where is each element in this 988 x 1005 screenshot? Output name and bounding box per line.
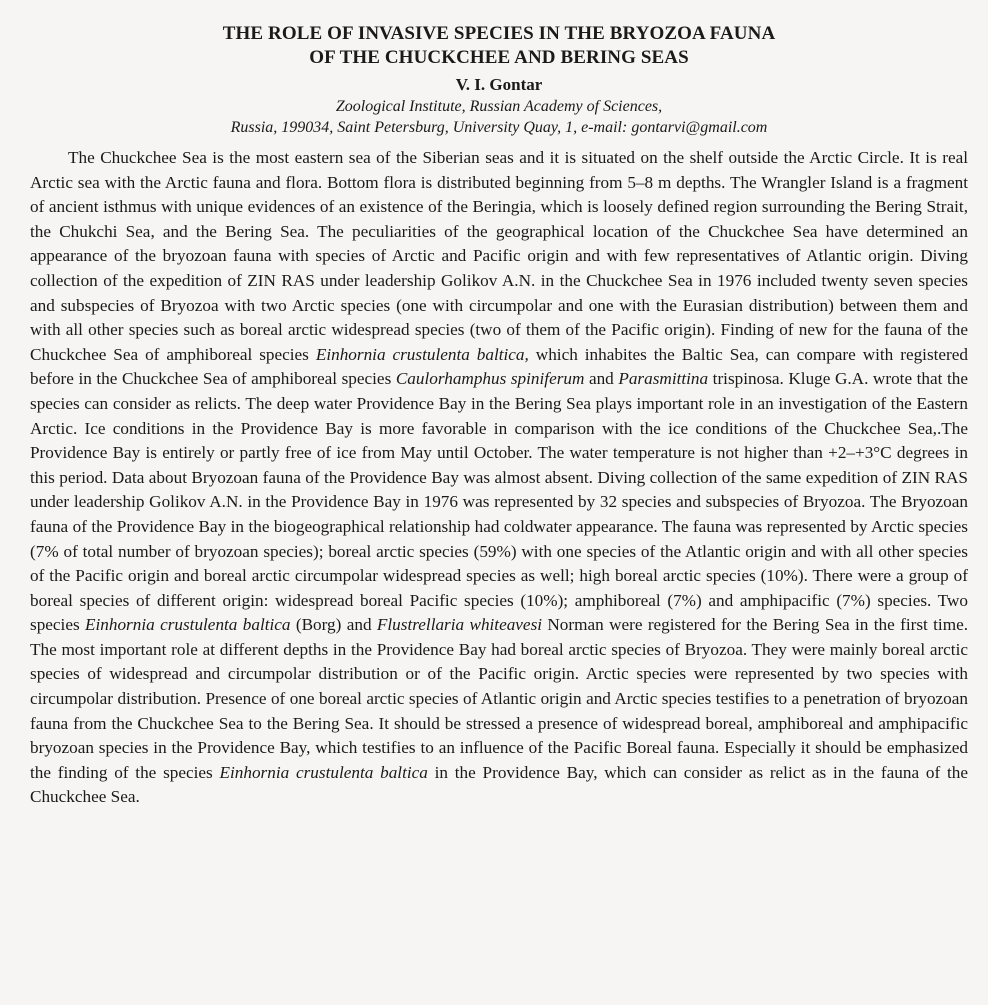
affiliation-line-2: Russia, 199034, Saint Petersburg, University Quay, 1, e-mail: gontarvi@gmail.com — [230, 119, 768, 136]
species-name: Caulorhamphus spiniferum — [395, 369, 585, 389]
body-text: in the Providence Bay, which can consider as relict as in the fauna of the Chuckchee Sea. — [30, 762, 968, 807]
paper-title — [30, 22, 968, 70]
abstract-body — [30, 146, 968, 810]
body-text: trispinosa. Kluge G.A. wrote that the species can consider as relicts. The deep water Providence Bay in the Bering Sea plays important role in an investigation of the Eastern Arctic. Ice conditions in the Providence Bay is more favorable in comparison with the ice conditions of the Chuckchee Sea,.The Providence Bay is entirely or partly free of ice from May until October. The water temperature is not higher than +2–+3°C degrees in this period. Data about Bryozoan fauna of the Providence Bay was almost absent. Diving collection of the same expedition of ZIN RAS under leadership Golikov A.N. in the Providence Bay in 1976 was represented by 32 species and subspecies of Bryozoa. The Bryozoan fauna of the Providence Bay in the biogeographical relationship had coldwater appearance. The fauna was represented by Arctic species (7% of total number of bryozoan species); boreal arctic species (59%) with one species of the Atlantic origin and with all other species of the Pacific origin and boreal arctic circumpolar widespread species as well; high boreal arctic species (10%). There were a group of boreal species of different origin: widespread boreal Pacific species (10%); amphiboreal (7%) and amphipacific (7%) species. Two species — [30, 369, 968, 635]
species-name: Parasmittina — [618, 369, 709, 389]
author-name: V. I. Gontar — [455, 75, 543, 94]
body-text: Norman were registered for the Bering Sea in the first time. The most important role at different depths in the Providence Bay had boreal arctic species of Bryozoa. They were mainly boreal arctic species of widespread and circumpolar distribution or of the Pacific origin. Arctic species were represented by two species with circumpolar distribution. Presence of one boreal arctic species of Atlantic origin and Arctic species testifies to a penetration of bryozoan fauna from the Chuckchee Sea to the Bering Sea. It should be stressed a presence of widespread boreal, amphiboreal and amphipacific bryozoan species in the Providence Bay, which testifies to an influence of the Pacific Boreal fauna. Especially it should be emphasized the finding of the species — [30, 615, 968, 782]
body-text: (Borg) and — [290, 615, 377, 635]
species-name: Einhornia crustulenta baltica, — [315, 344, 529, 364]
body-text: and — [584, 369, 619, 389]
species-name: Einhornia crustulenta baltica — [219, 762, 428, 782]
title-line-1: THE ROLE OF INVASIVE SPECIES IN THE BRYOZOA FAUNA — [222, 23, 776, 44]
affiliation — [30, 96, 968, 138]
species-name: Einhornia crustulenta baltica — [85, 615, 291, 635]
body-text: which inhabites the Baltic Sea, can compare with registered before in the Chuckchee Sea of amphiboreal species — [30, 344, 968, 389]
species-name: Flustrellaria whiteavesi — [376, 615, 543, 635]
affiliation-line-1: Zoological Institute, Russian Academy of Sciences, — [335, 98, 663, 115]
title-line-2: OF THE CHUCKCHEE AND BERING SEAS — [309, 47, 689, 68]
body-text: The Chuckchee Sea is the most eastern sea of the Siberian seas and it is situated on the shelf outside the Arctic Circle. It is real Arctic sea with the Arctic fauna and flora. Bottom flora is distributed beginning from 5–8 m depths. The Wrangler Island is a fragment of ancient isthmus with unique evidences of an existence of the Beringia, which is loosely defined region surrounding the Bering Strait, the Chukchi Sea, and the Bering Sea. The peculiarities of the geographical location of the Chuckchee Sea have determined an appearance of the bryozoan fauna with species of Arctic and Pacific origin and with few representatives of Atlantic origin. Diving collection of the expedition of ZIN RAS under leadership Golikov A.N. in the Chuckchee Sea in 1976 included twenty seven species and subspecies of Bryozoa with two Arctic species (one with circumpolar and one with the Eurasian distribution) between them and with all other species such as boreal arctic widespread species (two of them of the Pacific origin). Finding of new for the fauna of the Chuckchee Sea of amphiboreal species — [30, 148, 968, 364]
